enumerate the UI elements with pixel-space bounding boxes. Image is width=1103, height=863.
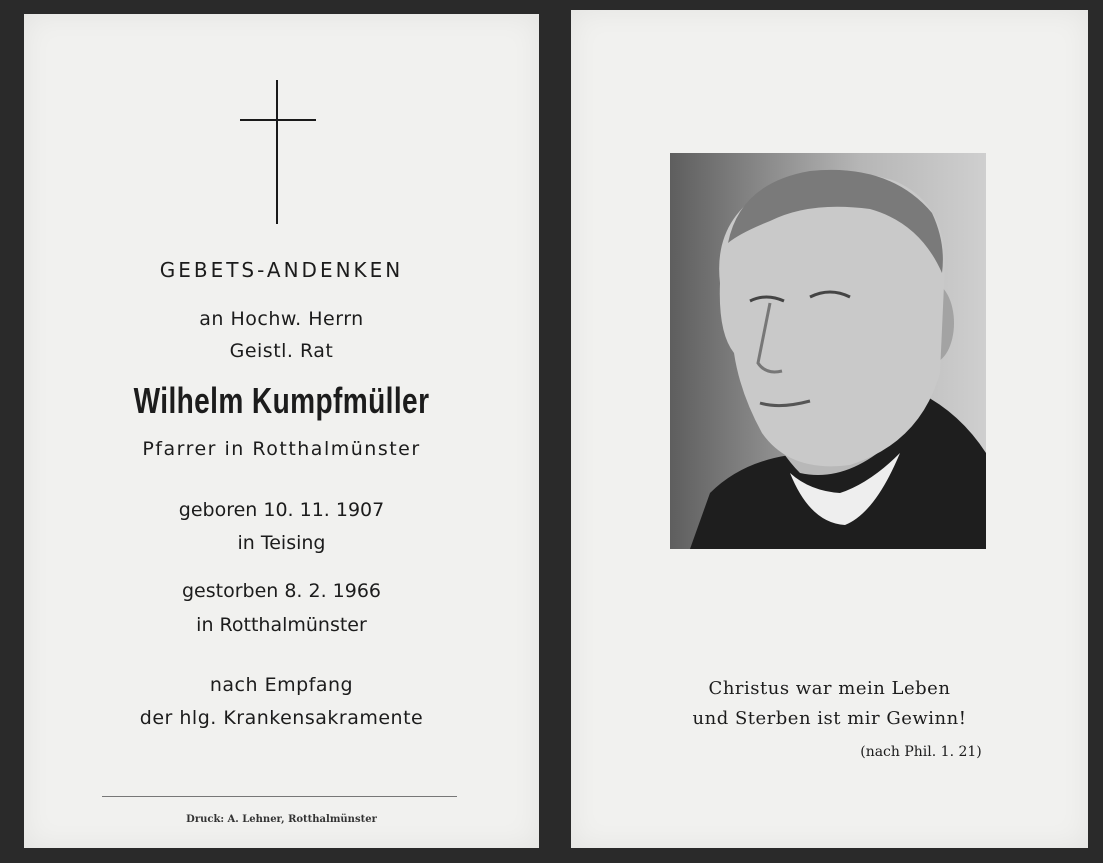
printer-credit: Druck: A. Lehner, Rotthalmünster bbox=[186, 814, 377, 825]
deceased-name: Wilhelm Kumpfmüller bbox=[133, 380, 430, 421]
death-place: in Rotthalmünster bbox=[196, 614, 367, 636]
death-date: gestorben 8. 2. 1966 bbox=[181, 580, 382, 602]
footer-divider bbox=[102, 796, 457, 797]
role-line: Pfarrer in Rotthalmünster bbox=[142, 438, 421, 460]
quote-line-1: Christus war mein Leben bbox=[708, 678, 951, 699]
sacrament-line-2: der hlg. Krankensakramente bbox=[139, 707, 424, 729]
card-heading: GEBETS-ANDENKEN bbox=[159, 258, 404, 282]
left-card bbox=[24, 14, 539, 848]
quote-reference: (nach Phil. 1. 21) bbox=[860, 744, 982, 760]
honorific-line: an Hochw. Herrn bbox=[199, 308, 364, 330]
title-line: Geistl. Rat bbox=[229, 340, 334, 362]
cross-icon-bar bbox=[240, 119, 316, 121]
quote-line-2: und Sterben ist mir Gewinn! bbox=[692, 708, 967, 729]
birth-date: geboren 10. 11. 1907 bbox=[178, 499, 385, 521]
right-card bbox=[571, 10, 1088, 848]
birth-place: in Teising bbox=[237, 532, 326, 554]
sacrament-line-1: nach Empfang bbox=[209, 674, 354, 696]
cross-icon bbox=[276, 80, 278, 224]
portrait-photo-icon bbox=[670, 153, 986, 549]
